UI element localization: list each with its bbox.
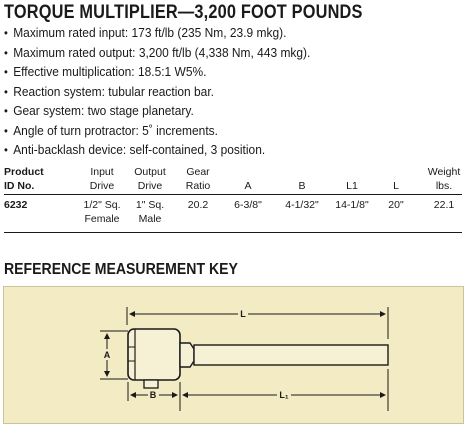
tool-drawing xyxy=(4,287,465,425)
table-divider xyxy=(4,194,462,195)
multiplier-head xyxy=(128,329,180,388)
spec-table xyxy=(4,166,464,227)
dimension-a xyxy=(100,331,128,379)
header-weight: Weight xyxy=(427,166,461,178)
spec-item xyxy=(4,142,427,162)
cell-l: 20" xyxy=(388,199,404,211)
reaction-bar xyxy=(180,343,388,367)
cell-weight: 22.1 xyxy=(433,199,455,211)
reference-title: REFERENCE MEASUREMENT KEY xyxy=(4,261,238,278)
cell-input: 1/2" Sq. xyxy=(83,199,121,211)
header-b: B xyxy=(298,180,306,192)
label-b: B xyxy=(149,390,157,400)
header-product: Product xyxy=(4,166,44,178)
bullet-icon: • xyxy=(4,123,8,138)
cell-id: 6232 xyxy=(4,199,28,211)
header-input: Input xyxy=(90,166,114,178)
label-l: L xyxy=(240,309,246,319)
header-l1: L1 xyxy=(346,180,358,192)
header-gear: Gear xyxy=(186,166,210,178)
spec-text: Angle of turn protractor: 5˚ increments. xyxy=(13,122,218,138)
dimension-l1 xyxy=(180,369,388,411)
header-input-drive: Drive xyxy=(89,180,115,192)
spec-text: Reaction system: tubular reaction bar. xyxy=(13,83,214,99)
cell-output-type: Male xyxy=(138,213,162,225)
spec-text: Effective multiplication: 18.5:1 W5%. xyxy=(13,64,207,79)
spec-text: Anti-backlash device: self-contained, 3 position. xyxy=(13,142,266,157)
header-output: Output xyxy=(134,166,166,178)
measurement-diagram xyxy=(3,286,464,424)
header-gear-ratio: Ratio xyxy=(185,180,211,192)
header-l: L xyxy=(393,180,399,192)
bullet-icon: • xyxy=(4,143,8,157)
table-row xyxy=(4,199,464,213)
spec-list xyxy=(4,25,464,162)
cell-a: 6-3/8" xyxy=(234,199,262,211)
spec-text: Maximum rated output: 3,200 ft/lb (4,338 Nm, 443 mkg). xyxy=(13,44,311,60)
bullet-icon: • xyxy=(4,65,8,79)
spec-item xyxy=(4,84,427,104)
cell-gear: 20.2 xyxy=(187,199,209,211)
header-product-id: ID No. xyxy=(4,180,35,192)
spec-item xyxy=(4,64,427,84)
cell-output: 1" Sq. xyxy=(135,199,165,211)
table-header-row xyxy=(4,166,464,180)
cell-l1: 14-1/8" xyxy=(335,199,369,211)
bullet-icon: • xyxy=(4,26,8,40)
spec-text: Gear system: two stage planetary. xyxy=(13,103,194,118)
cell-b: 4-1/32" xyxy=(285,199,319,211)
spec-text: Maximum rated input: 173 ft/lb (235 Nm, 23.9 mkg). xyxy=(13,25,287,40)
bullet-icon: • xyxy=(4,45,8,60)
spec-item xyxy=(4,25,427,45)
page-title: TORQUE MULTIPLIER—3,200 FOOT POUNDS xyxy=(4,2,363,23)
cell-input-type: Female xyxy=(84,213,120,225)
spec-item xyxy=(4,45,427,65)
label-l1: L₁ xyxy=(279,390,289,400)
bullet-icon: • xyxy=(4,104,8,118)
header-output-drive: Drive xyxy=(137,180,163,192)
table-row xyxy=(4,213,464,227)
spec-item xyxy=(4,123,427,143)
bullet-icon: • xyxy=(4,84,8,99)
label-a: A xyxy=(103,350,111,360)
table-bottom-rule xyxy=(4,232,462,233)
header-weight-unit: lbs. xyxy=(435,180,453,192)
spec-item xyxy=(4,103,427,123)
header-a: A xyxy=(244,180,252,192)
